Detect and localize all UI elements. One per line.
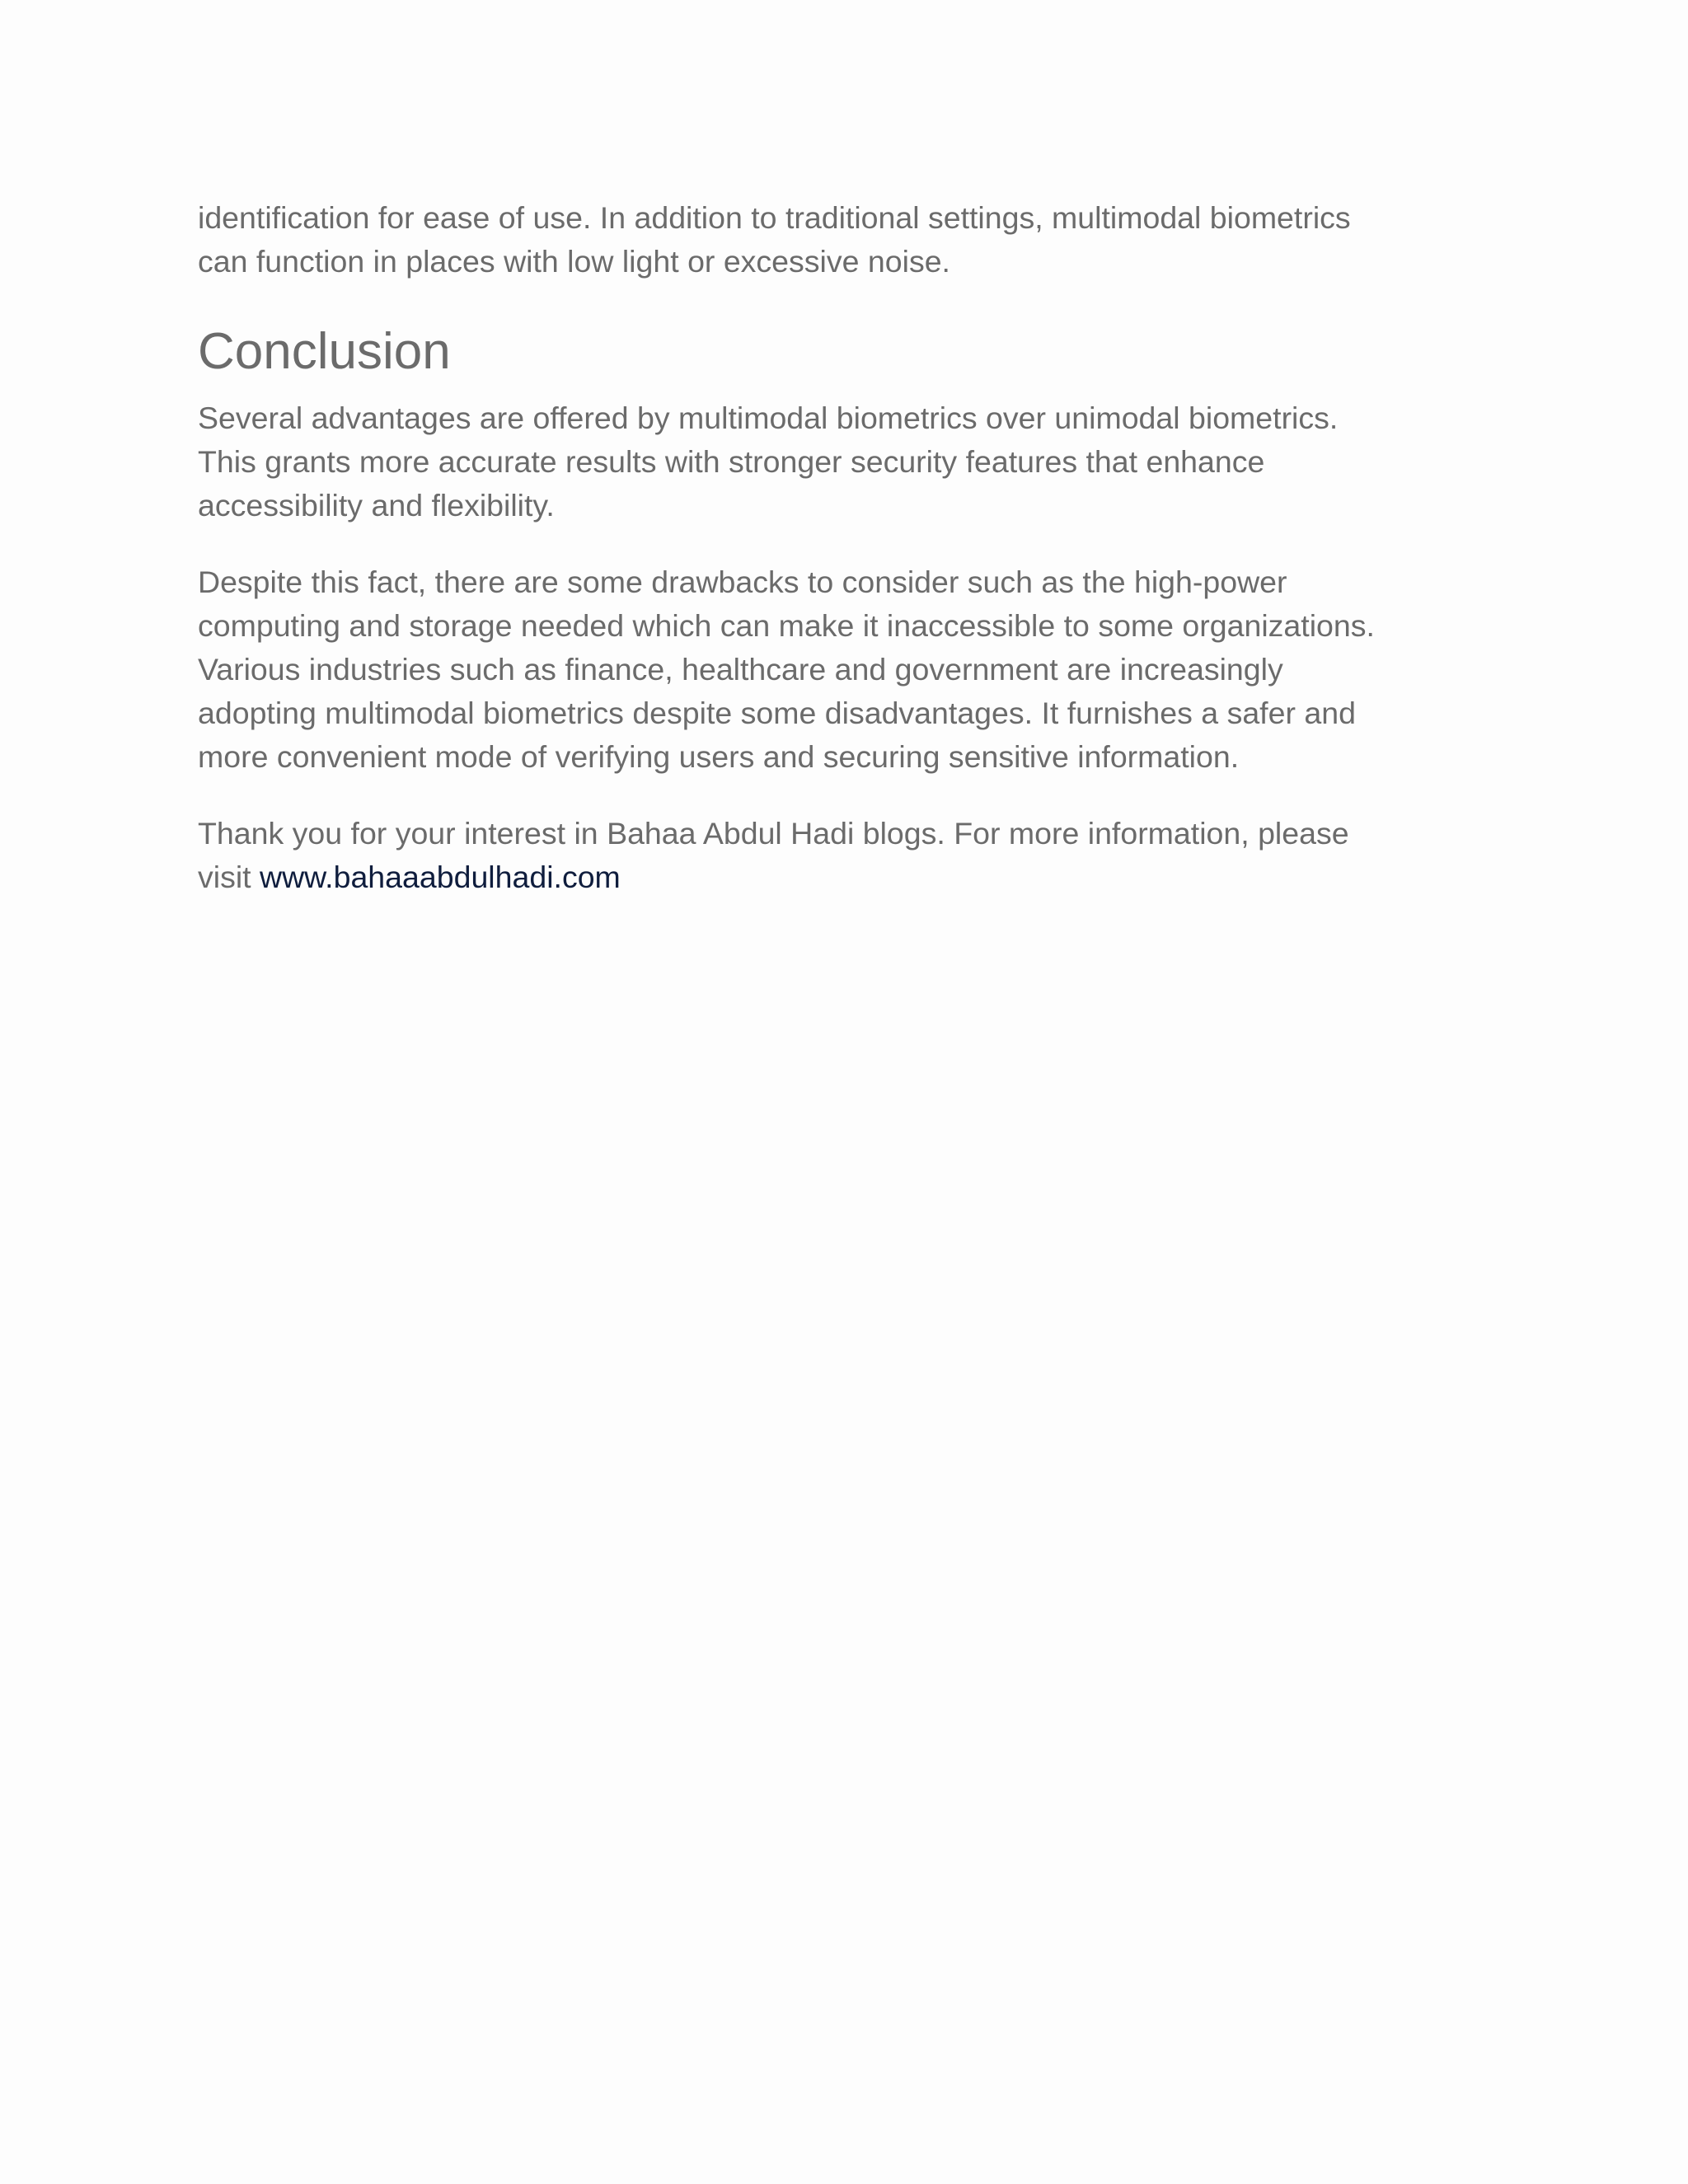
text-line: Thank you for your interest in Bahaa Abdul Hadi blogs. For more information, please [198, 816, 1349, 851]
text-line: Several advantages are offered by multimodal biometrics over unimodal biometrics. [198, 401, 1339, 435]
text-line: computing and storage needed which can make it inaccessible to some organizations. [198, 608, 1375, 643]
text-line: identification for ease of use. In addition to traditional settings, multimodal biometrics [198, 200, 1351, 235]
text-line: Despite this fact, there are some drawbacks to consider such as the high-power [198, 565, 1287, 599]
closing-paragraph [198, 812, 1517, 899]
conclusion-paragraph-1 [198, 396, 1517, 527]
text-line: accessibility and flexibility. [198, 488, 555, 523]
text-line: adopting multimodal biometrics despite some disadvantages. It furnishes a safer and [198, 696, 1356, 730]
visit-prefix: visit [198, 860, 260, 894]
document-body [198, 196, 1517, 899]
website-link[interactable]: www.bahaaabdulhadi.com [260, 860, 621, 894]
conclusion-heading: Conclusion [198, 323, 451, 380]
text-line: Various industries such as finance, healthcare and government are increasingly [198, 652, 1283, 687]
text-line: more convenient mode of verifying users and securing sensitive information. [198, 739, 1240, 774]
text-line: can function in places with low light or excessive noise. [198, 244, 950, 279]
text-line: This grants more accurate results with stronger security features that enhance [198, 444, 1265, 479]
intro-paragraph [198, 196, 1517, 284]
conclusion-paragraph-2 [198, 560, 1517, 779]
